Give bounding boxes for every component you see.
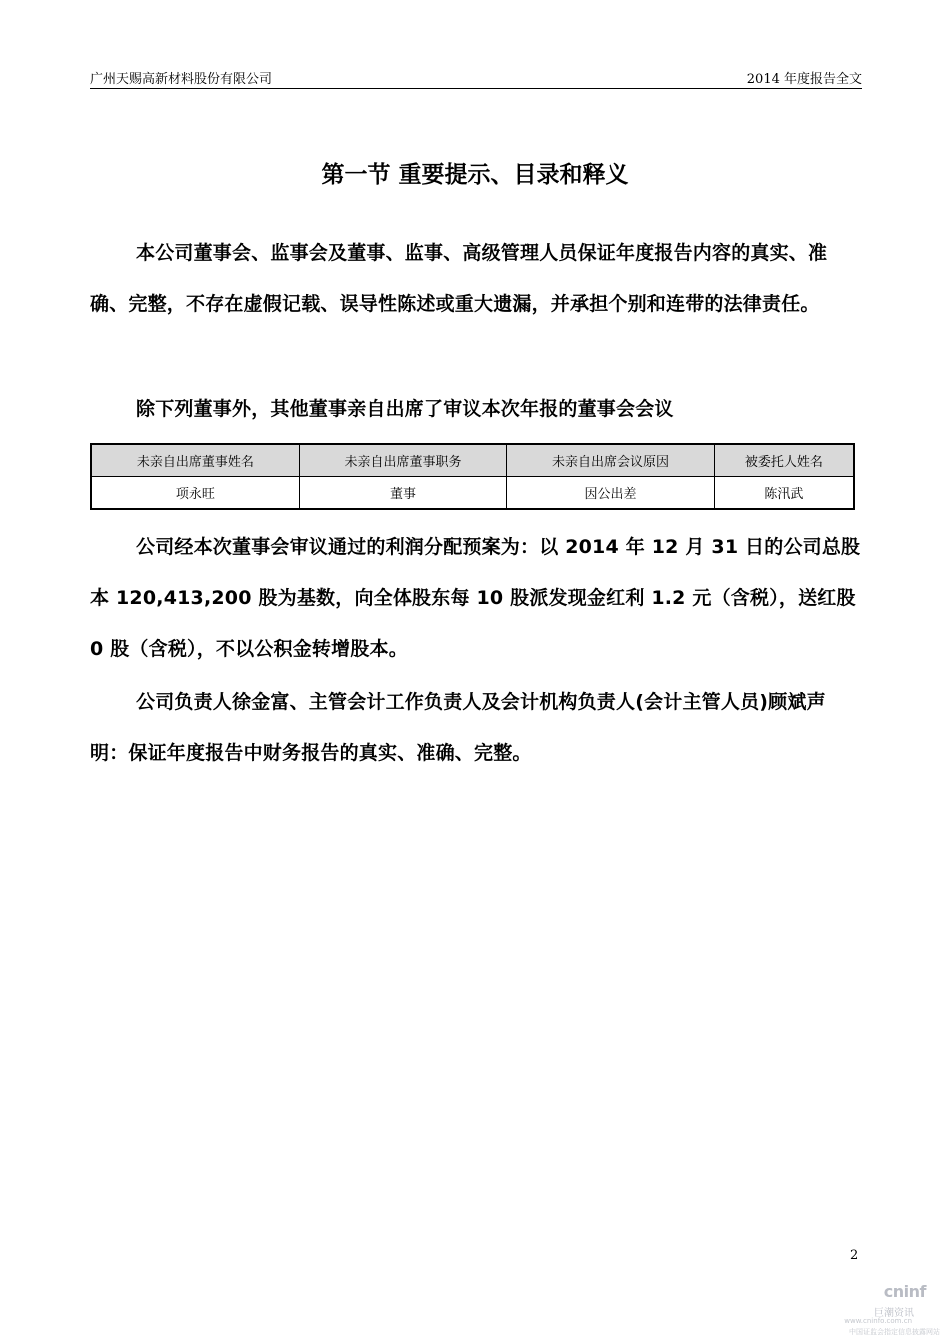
table-header-cell: 被委托人姓名 [714,444,854,477]
watermark-url: www.cninfo.com.cn [844,1317,912,1325]
paragraph-profit-distribution: 公司经本次董事会审议通过的利润分配预案为：以 2014 年 12 月 31 日的公司总股本 120,413,200 股为基数，向全体股东每 10 股派发现金红利 1.2 元（含税），送红股 0 股（含税），不以公积金转增股本。 [90,536,861,660]
watermark-footer: 中国证监会指定信息披露网站 [849,1328,940,1336]
table-header-cell: 未亲自出席董事姓名 [91,444,299,477]
table-header-row [91,444,854,477]
header-report-title: 2014 年度报告全文 [746,72,862,87]
cninfo-watermark-logo [830,1282,940,1337]
table-cell: 因公出差 [507,477,714,510]
paragraph-absent-directors-intro: 除下列董事外，其他董事亲自出席了审议本次年报的董事会会议 [136,398,674,420]
table-header-cell: 未亲自出席董事职务 [299,444,506,477]
page-number: 2 [850,1248,859,1263]
table-cell: 董事 [299,477,506,510]
table-row [91,477,854,510]
watermark-brand: cninf [883,1282,926,1301]
table-cell: 项永旺 [91,477,299,510]
header-company-name: 广州天赐高新材料股份有限公司 [90,72,273,87]
paragraph-financial-declaration: 公司负责人徐金富、主管会计工作负责人及会计机构负责人(会计主管人员)顾斌声明：保证年度报告中财务报告的真实、准确、完整。 [90,691,826,764]
table-header-cell: 未亲自出席会议原因 [507,444,714,477]
table-cell: 陈汛武 [714,477,854,510]
absent-directors-table [90,443,855,510]
watermark-cn-name: 巨潮资讯 [874,1308,914,1319]
paragraph-responsibility-statement: 本公司董事会、监事会及董事、监事、高级管理人员保证年度报告内容的真实、准确、完整，不存在虚假记载、误导性陈述或重大遗漏，并承担个别和连带的法律责任。 [90,242,828,315]
section-title: 第一节 重要提示、目录和释义 [321,162,629,188]
page-header [90,62,862,89]
